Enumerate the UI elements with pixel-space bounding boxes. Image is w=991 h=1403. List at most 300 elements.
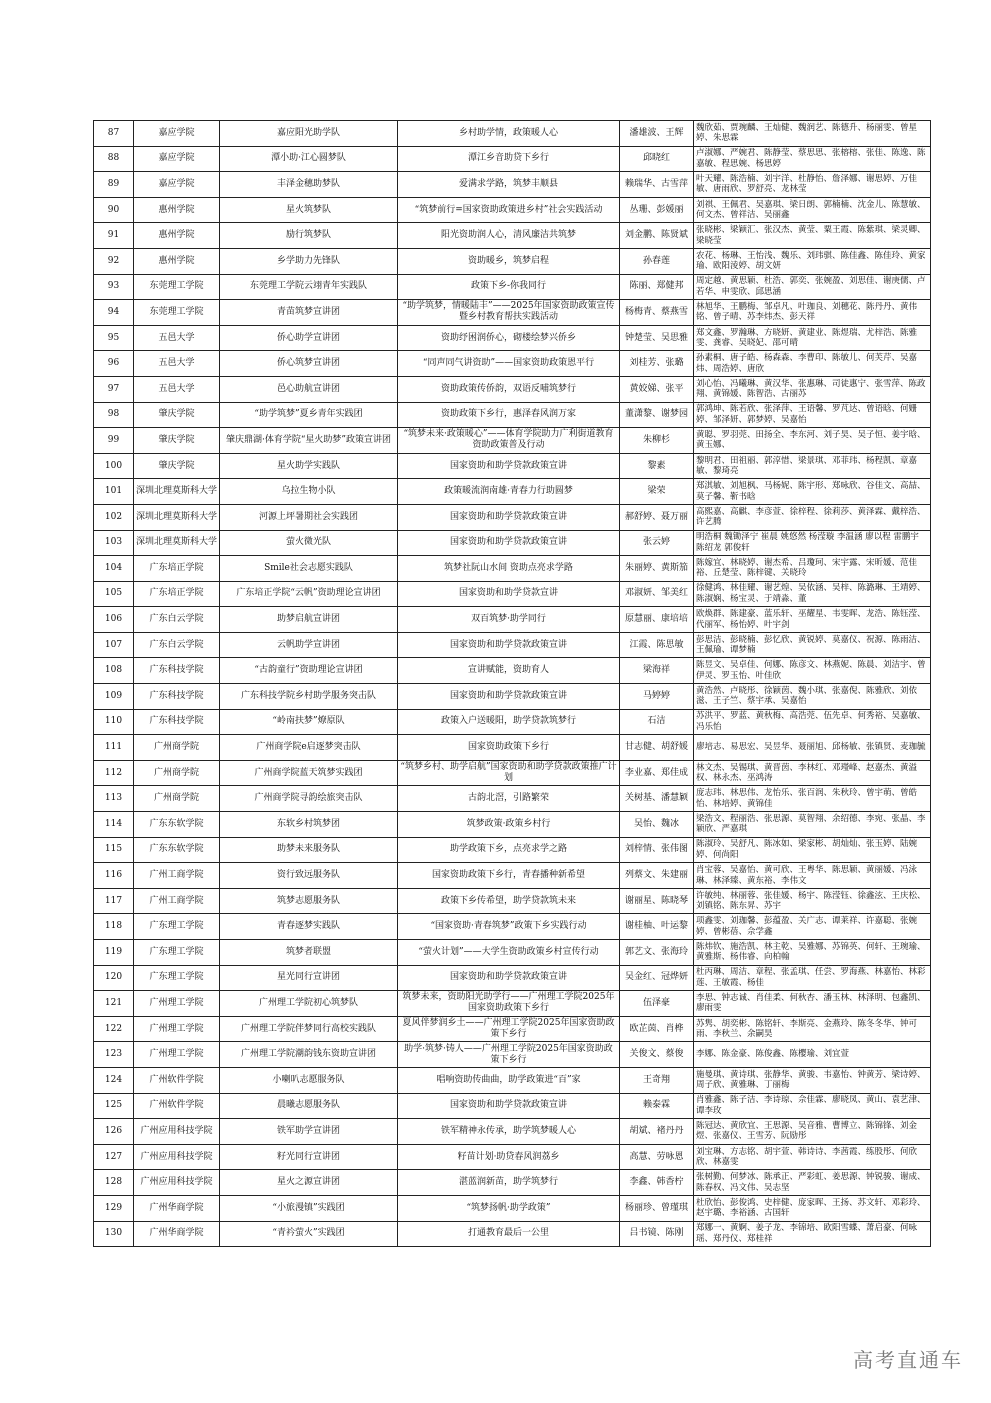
activity-topic-cell: 双百筑梦·助学同行 — [398, 607, 620, 633]
school-name-cell: 广州理工学院 — [134, 991, 220, 1017]
row-number-cell: 129 — [94, 1195, 134, 1221]
watermark-text: 高考直通车 — [853, 1348, 963, 1372]
activity-topic-cell: 湛蓝润新苗，助学筑梦行 — [398, 1170, 620, 1196]
row-number-cell: 125 — [94, 1093, 134, 1119]
table-row — [94, 581, 931, 607]
team-name-cell: 嘉应阳光助学队 — [220, 121, 398, 147]
team-name-cell: 乡学助力先锋队 — [220, 248, 398, 274]
advisor-names-cell: 刘金鹏、陈贤斌 — [620, 223, 694, 249]
school-name-cell: 广州工商学院 — [134, 888, 220, 914]
advisor-names-cell: 高慧、劳咏恩 — [620, 1144, 694, 1170]
activity-topic-cell: 宣讲赋能，资助育人 — [398, 658, 620, 684]
row-number-cell: 105 — [94, 581, 134, 607]
table-row — [94, 325, 931, 351]
table-row — [94, 1067, 931, 1093]
activity-topic-cell: 古韵北滘，引路繁荣 — [398, 786, 620, 812]
member-names-cell: 许敏纯、林丽蓉、张佳媛、杨宇、陈滢钰、徐鑫泫、王庆松、刘镇铭、陈东昇、苏宇 — [694, 888, 931, 914]
row-number-cell: 102 — [94, 504, 134, 530]
table-row — [94, 658, 931, 684]
school-name-cell: 广州华商学院 — [134, 1195, 220, 1221]
row-number-cell: 108 — [94, 658, 134, 684]
advisor-names-cell: 朱丽婷、黄斯笳 — [620, 556, 694, 582]
advisor-names-cell: 邓淑妍、邹美红 — [620, 581, 694, 607]
member-names-cell: 廖培志、易思宏、吴昱华、聂丽旭、邱杨敏、张镇贤、麦珈毓 — [694, 735, 931, 761]
member-names-cell: 郑娜一、黄婀、姜子龙、李锦培、欧阳雪蝶、萧启豪、何咏瑶、郑丹仪、郑桂祥 — [694, 1221, 931, 1247]
row-number-cell: 107 — [94, 632, 134, 658]
activity-topic-cell: 助学·筑梦·铸人——广州理工学院2025年国家资助政策下乡行 — [398, 1042, 620, 1068]
school-name-cell: 广东科技学院 — [134, 684, 220, 710]
team-name-cell: 广州理工学院初心筑梦队 — [220, 991, 398, 1017]
row-number-cell: 126 — [94, 1119, 134, 1145]
team-name-cell: Smile社会志愿实践队 — [220, 556, 398, 582]
member-names-cell: 卢淑娜、严婉君、陈静莹、蔡思思、张榕榕、张佳、陈逸、陈嘉敏、程思婉、杨思婷 — [694, 146, 931, 172]
activity-topic-cell: 资助政策下乡行，惠泽春风润万家 — [398, 402, 620, 428]
advisor-names-cell: 郝舒婷、聂万丽 — [620, 504, 694, 530]
advisor-names-cell: 陈丽、郑健邦 — [620, 274, 694, 300]
team-name-cell: 助梦启航宣讲团 — [220, 607, 398, 633]
table-row — [94, 1093, 931, 1119]
activity-topic-cell: “助学筑梦，情暖陆丰”——2025年国家资助政策宣传暨乡村教育帮扶实践活动 — [398, 300, 620, 326]
row-number-cell: 123 — [94, 1042, 134, 1068]
table-row — [94, 428, 931, 454]
member-names-cell: 李思、钟志诚、肖佳柔、何秋杏、潘玉林、林泽明、包鑫凯、廖雨雯 — [694, 991, 931, 1017]
activity-topic-cell: 爱满求学路，筑梦丰顺县 — [398, 172, 620, 198]
member-names-cell: 施曼琪、黄诗琪、张静华、黄骏、韦嘉怡、钟黄芳、梁诗婷、周子欣、黄雅琳、丁丽梅 — [694, 1067, 931, 1093]
team-name-cell: 小喇叭志愿服务队 — [220, 1067, 398, 1093]
activity-topic-cell: 唱响资助传曲曲，助学政策进“百”家 — [398, 1067, 620, 1093]
member-names-cell: 刘宝琳、方志铭、胡宇萱、韩诗诗、李茜霞、练股彤、何欣欣、林嘉雯 — [694, 1144, 931, 1170]
advisor-names-cell: 黎素 — [620, 453, 694, 479]
row-number-cell: 119 — [94, 940, 134, 966]
activity-topic-cell: “同声同气讲资助”——国家资助政策恩平行 — [398, 351, 620, 377]
table-row — [94, 940, 931, 966]
activity-topic-cell: 打通教育最后一公里 — [398, 1221, 620, 1247]
row-number-cell: 90 — [94, 197, 134, 223]
school-name-cell: 深圳北理莫斯科大学 — [134, 504, 220, 530]
activity-topic-cell: 国家资助和助学贷款政策宣讲 — [398, 965, 620, 991]
table-row — [94, 1016, 931, 1042]
school-name-cell: 广州理工学院 — [134, 1042, 220, 1068]
member-names-cell: 苏洪平、罗蓝、黄秋梅、高浩莞、伍先卓、何秀裕、吴嘉敏、冯乐怡 — [694, 709, 931, 735]
team-name-cell: 云帆助学宣讲团 — [220, 632, 398, 658]
activity-topic-cell: 筑梦政策·政策乡村行 — [398, 812, 620, 838]
team-name-cell: 筑梦者联盟 — [220, 940, 398, 966]
member-names-cell: 黄聪、罗羽莞、田扬全、李东河、刘子昊、吴子恒、姜宇晗、黄玉娜、 — [694, 428, 931, 454]
member-names-cell: 张树勤、何梦冰、陈承正、严彩虹、姜思源、钟锐骏、谢成、陈春权、冯文伟、吴志坚 — [694, 1170, 931, 1196]
row-number-cell: 109 — [94, 684, 134, 710]
school-name-cell: 广州应用科技学院 — [134, 1170, 220, 1196]
table-row — [94, 1221, 931, 1247]
member-names-cell: 孙素桐、唐子皓、杨森森、李曹印、陈敏儿、何芙芹、吴嘉炜、周浩婷、唐欣 — [694, 351, 931, 377]
table-row — [94, 351, 931, 377]
team-name-cell: 励行筑梦队 — [220, 223, 398, 249]
activity-topic-cell: 政策下乡-你我同行 — [398, 274, 620, 300]
member-names-cell: 杜欣怡、彭俊鸿、史梓健、庞家晖、王扬、苏文轩、邓彩玲、赵宇璐、李裕涵、古国轩 — [694, 1195, 931, 1221]
advisor-names-cell: 甘志健、胡舒媛 — [620, 735, 694, 761]
activity-topic-cell: 筑梦社阮山水间 资助点亮求学路 — [398, 556, 620, 582]
advisor-names-cell: 江霞、陈思敏 — [620, 632, 694, 658]
school-name-cell: 广州商学院 — [134, 735, 220, 761]
advisor-names-cell: 马婷婷 — [620, 684, 694, 710]
activity-topic-cell: 筑梦未来，资助阳光助学行——广州理工学院2025年国家资助政策下乡行 — [398, 991, 620, 1017]
advisor-names-cell: 王奇翔 — [620, 1067, 694, 1093]
row-number-cell: 91 — [94, 223, 134, 249]
table-row — [94, 376, 931, 402]
team-name-cell: 广州商学院蓝天筑梦实践团 — [220, 760, 398, 786]
advisor-names-cell: 吴怡、魏冰 — [620, 812, 694, 838]
row-number-cell: 118 — [94, 914, 134, 940]
activity-topic-cell: “国家资助·青春筑梦”政策下乡实践行动 — [398, 914, 620, 940]
team-name-cell: 广东培正学院“云帆”资助理论宣讲团 — [220, 581, 398, 607]
row-number-cell: 101 — [94, 479, 134, 505]
school-name-cell: 广州软件学院 — [134, 1093, 220, 1119]
row-number-cell: 117 — [94, 888, 134, 914]
school-name-cell: 广东东软学院 — [134, 812, 220, 838]
school-name-cell: 肇庆学院 — [134, 402, 220, 428]
team-name-cell: 乌拉生物小队 — [220, 479, 398, 505]
row-number-cell: 103 — [94, 530, 134, 556]
advisor-names-cell: 伍泽豪 — [620, 991, 694, 1017]
school-name-cell: 嘉应学院 — [134, 146, 220, 172]
table-row — [94, 274, 931, 300]
table-row — [94, 1042, 931, 1068]
activity-topic-cell: 国家资助和助学贷款政策宣讲 — [398, 684, 620, 710]
team-name-cell: 丰泽金穗助梦队 — [220, 172, 398, 198]
row-number-cell: 128 — [94, 1170, 134, 1196]
row-number-cell: 89 — [94, 172, 134, 198]
team-name-cell: “岭南扶梦”燎原队 — [220, 709, 398, 735]
table-row — [94, 965, 931, 991]
member-names-cell: 郑淇敏、刘旭枫、马杨妮、陈宇形、郑咏欣、谷佳文、高喆、莫子馨、靳书晗 — [694, 479, 931, 505]
table-row — [94, 248, 931, 274]
row-number-cell: 106 — [94, 607, 134, 633]
member-names-cell: 郑文鑫、罗瀚琳、方晓妍、黄建业、陈煜瑞、尤梓浩、陈雅雯、龚睿、吴晓妃、邵可晴 — [694, 325, 931, 351]
activity-topic-cell: “萤火计划”——大学生资助政策乡村宣传行动 — [398, 940, 620, 966]
table-row — [94, 684, 931, 710]
member-names-cell: 肖雅鑫、陈子洁、李诗琼、佘佳霖、廖晓凤、黄山、袁艺津、谭李玫 — [694, 1093, 931, 1119]
team-name-cell: 广州理工学院伴梦同行高校实践队 — [220, 1016, 398, 1042]
table-row — [94, 888, 931, 914]
table-row — [94, 812, 931, 838]
activity-topic-cell: 资助纾困润侨心，砌楼绘梦兴侨乡 — [398, 325, 620, 351]
table-row — [94, 453, 931, 479]
member-names-cell: 刘心怡、冯曦琳、黄汉华、张惠琳、司徒惠宁、张雪萍、陈政翔、黄锦媛、陈智浩、古丽苏 — [694, 376, 931, 402]
table-row — [94, 556, 931, 582]
team-name-cell: 邑心助航宣讲团 — [220, 376, 398, 402]
member-names-cell: 李娜、陈金豪、陈俊鑫、陈樱瑜、刘宜萱 — [694, 1042, 931, 1068]
school-name-cell: 肇庆学院 — [134, 428, 220, 454]
member-names-cell: 徐健鸿、林佳耀、谢艺煌、吴依涵、吴梓、陈潞琳、王靖婷、陈淑娴、杨宝灵、于靖淼、董 — [694, 581, 931, 607]
activity-topic-cell: 夏风伴梦润乡土——广州理工学院2025年国家资助政策下乡行 — [398, 1016, 620, 1042]
member-names-cell: 彭思洁、彭晓楠、彭忆欣、黄锐婷、莫嘉仪、祝源、陈雨洁、王佩瑜、谭梦楠 — [694, 632, 931, 658]
advisor-names-cell: 石洁 — [620, 709, 694, 735]
row-number-cell: 95 — [94, 325, 134, 351]
advisor-names-cell: 黄姣娣、张平 — [620, 376, 694, 402]
school-name-cell: 广州应用科技学院 — [134, 1119, 220, 1145]
school-name-cell: 广州理工学院 — [134, 1016, 220, 1042]
member-names-cell: 林旭华、王鹏梅、邹卓凡、叶珈良、刘穗花、陈丹丹、黄伟铭、曾子晴、苏李炜杰、彭天祥 — [694, 300, 931, 326]
activity-topic-cell: 潭江乡音助贷下乡行 — [398, 146, 620, 172]
school-name-cell: 广东培正学院 — [134, 556, 220, 582]
advisor-names-cell: 赖泰霖 — [620, 1093, 694, 1119]
member-names-cell: 魏欣茹、贾琬麟、王灿健、魏润艺、陈德升、杨丽雯、曾星婷、朱思霖 — [694, 121, 931, 147]
row-number-cell: 113 — [94, 786, 134, 812]
member-names-cell: 陈昱文、吴卓佳、何娜、陈彦文、林燕妮、陈晨、刘洁宇、曾伊灵、罗玉怡、叶佳欣 — [694, 658, 931, 684]
activity-topic-cell: 阳光资助润人心，清风廉洁共筑梦 — [398, 223, 620, 249]
team-name-cell: 星火筑梦队 — [220, 197, 398, 223]
table-row — [94, 1144, 931, 1170]
advisor-names-cell: 谢桂柚、叶运黎 — [620, 914, 694, 940]
table-row — [94, 735, 931, 761]
school-name-cell: 五邑大学 — [134, 325, 220, 351]
row-number-cell: 111 — [94, 735, 134, 761]
team-name-cell: 广东科技学院乡村助学服务突击队 — [220, 684, 398, 710]
member-names-cell: 叶天耀、陈浩楠、刘宇洋、杜静怡、詹泽娜、谢思婷、万佳敏、唐雨欣、罗舒亮、龙林莹 — [694, 172, 931, 198]
row-number-cell: 96 — [94, 351, 134, 377]
school-name-cell: 肇庆学院 — [134, 453, 220, 479]
advisor-names-cell: 关俊文、蔡俊 — [620, 1042, 694, 1068]
activity-topic-cell: 国家资助和助学贷款政策宣讲 — [398, 632, 620, 658]
table-row — [94, 1195, 931, 1221]
school-name-cell: 五邑大学 — [134, 351, 220, 377]
activity-topic-cell: 政策入户送暖阳，助学贷款筑梦行 — [398, 709, 620, 735]
school-name-cell: 惠州学院 — [134, 223, 220, 249]
advisor-names-cell: 张云婷 — [620, 530, 694, 556]
table-row — [94, 172, 931, 198]
advisor-names-cell: 郭艺文、张海玲 — [620, 940, 694, 966]
member-names-cell: 刘祺、王佩君、吴嘉琪、梁日朗、郭楠楠、沈金儿、陈慧敏、何文杰、曾祥洁、吴丽鑫 — [694, 197, 931, 223]
table-row — [94, 914, 931, 940]
member-names-cell: 黄浩然、卢晓彤、徐颖茵、魏小琪、张嘉倪、陈雅欣、刘依滋、王子竺、蔡宇承、吴嘉怡 — [694, 684, 931, 710]
row-number-cell: 112 — [94, 760, 134, 786]
team-name-cell: “小旅漫镇”实践团 — [220, 1195, 398, 1221]
advisor-names-cell: 欧芷茵、肖桦 — [620, 1016, 694, 1042]
member-names-cell: 明浩桐 魏锄泽宁 崔晨 姚悠然 杨滢璇 李温涵 廖以程 雷鹏宇 陈绍龙 郭俊轩 — [694, 530, 931, 556]
team-name-cell: “古韵童行”资助理论宣讲团 — [220, 658, 398, 684]
table-row — [94, 402, 931, 428]
school-name-cell: 广东理工学院 — [134, 940, 220, 966]
advisor-names-cell: 朱柳杉 — [620, 428, 694, 454]
advisor-names-cell: 刘梓情、张伟图 — [620, 837, 694, 863]
member-names-cell: 庞志玮、林思伟、龙怡乐、张百润、朱秋玲、曾宇萌、曾皓怡、林培婷、黄锦佳 — [694, 786, 931, 812]
member-names-cell: 陈淑玲、吴舒凡、陈冰如、梁家彬、胡灿灿、张玉婷、陆婉婷、何尚阳 — [694, 837, 931, 863]
row-number-cell: 110 — [94, 709, 134, 735]
advisor-names-cell: 丛珊、彭媛丽 — [620, 197, 694, 223]
school-name-cell: 广州工商学院 — [134, 863, 220, 889]
table-row — [94, 300, 931, 326]
advisor-names-cell: 钟楚莹、吴思雅 — [620, 325, 694, 351]
school-name-cell: 广东科技学院 — [134, 709, 220, 735]
table-row — [94, 197, 931, 223]
table-row — [94, 1170, 931, 1196]
advisor-names-cell: 刘桂芳、张璐 — [620, 351, 694, 377]
member-names-cell: 张晓彬、梁颖汇、张汉杰、黄莹、粟王霞、陈紫琪、梁灵卿、梁晓莹 — [694, 223, 931, 249]
team-name-cell: 侨心助学宣讲团 — [220, 325, 398, 351]
team-name-cell: 资行致远服务队 — [220, 863, 398, 889]
team-name-cell: 肇庆鼎湖·体育学院“星火助梦”政策宣讲团 — [220, 428, 398, 454]
table-row — [94, 863, 931, 889]
advisor-names-cell: 胡斌、褚丹丹 — [620, 1119, 694, 1145]
table-row — [94, 632, 931, 658]
team-name-cell: 青苗筑梦宣讲团 — [220, 300, 398, 326]
member-names-cell: 肖宝蓉、吴嘉怡、黄可欣、王粤华、陈思颖、黄丽媛、冯泳琳、林泽臻、黄东裕、李伟文 — [694, 863, 931, 889]
school-name-cell: 广州华商学院 — [134, 1221, 220, 1247]
member-names-cell: 杜丙琳、周洁、章程、张孟琪、任尝、罗海燕、林嘉怡、林彩莲、王敏霞、杨佳 — [694, 965, 931, 991]
advisor-names-cell: 李业嘉、郑佳成 — [620, 760, 694, 786]
table-row — [94, 530, 931, 556]
school-name-cell: 广东科技学院 — [134, 658, 220, 684]
advisor-names-cell: 赖瑞华、古雪萍 — [620, 172, 694, 198]
row-number-cell: 87 — [94, 121, 134, 147]
advisor-names-cell: 列蔡文、朱建丽 — [620, 863, 694, 889]
row-number-cell: 115 — [94, 837, 134, 863]
table-row — [94, 504, 931, 530]
member-names-cell: 陈冠达、黄欣宜、王思源、吴音雅、曹博立、陈锦锋、刘金煜、张嘉仪、王雪芳、阮励彤 — [694, 1119, 931, 1145]
advisor-names-cell: 李鑫、韩香柠 — [620, 1170, 694, 1196]
school-name-cell: 广东东软学院 — [134, 837, 220, 863]
school-name-cell: 广东理工学院 — [134, 914, 220, 940]
activity-topic-cell: 政策下乡传希望，助学贷款筑未来 — [398, 888, 620, 914]
school-name-cell: 广东理工学院 — [134, 965, 220, 991]
activity-topic-cell: 政策暖流润南雄·青春力行助圆梦 — [398, 479, 620, 505]
team-name-cell: 潭小助·江心圆梦队 — [220, 146, 398, 172]
row-number-cell: 97 — [94, 376, 134, 402]
activity-topic-cell: 助学政策下乡，点亮求学之路 — [398, 837, 620, 863]
table-row — [94, 709, 931, 735]
school-name-cell: 惠州学院 — [134, 197, 220, 223]
member-names-cell: 农花、杨琳、王怡浅、魏乐、刘玮骐、陈佳鑫、陈佳玲、黄家瑜、欧阳淩婷、胡文妍 — [694, 248, 931, 274]
member-names-cell: 陈嫁宜、林晓婷、谢杰希、吕瓊珂、宋宇露、宋昕媛、范佳裕、丘楚莹、陈梓键、关晓玲 — [694, 556, 931, 582]
activity-topic-cell: “筑梦前行=国家资助政策进乡村”社会实践活动 — [398, 197, 620, 223]
school-name-cell: 东莞理工学院 — [134, 300, 220, 326]
member-names-cell: 高熙嘉、高麒、李彦萱、徐梓程、徐莉莎、黄泽霖、戴梓浩、许艺腾 — [694, 504, 931, 530]
team-name-cell: 星光同行宣讲团 — [220, 965, 398, 991]
advisor-names-cell: 杨丽珍、曾瑾琪 — [620, 1195, 694, 1221]
school-name-cell: 东莞理工学院 — [134, 274, 220, 300]
advisor-names-cell: 董潇黎、谢梦园 — [620, 402, 694, 428]
member-names-cell: 周定越、黄思颖、杜浩、郭奕、张婉盈、刘思佳、谢庚儒、卢若华、申雯欣、邱思涵 — [694, 274, 931, 300]
advisor-names-cell: 吴金红、冠烨妍 — [620, 965, 694, 991]
activity-topic-cell: 国家资助和助学贷款政策宣讲 — [398, 453, 620, 479]
row-number-cell: 92 — [94, 248, 134, 274]
table-row — [94, 837, 931, 863]
row-number-cell: 94 — [94, 300, 134, 326]
team-name-cell: 筑梦志愿服务队 — [220, 888, 398, 914]
activity-topic-cell: 国家资助政策下乡行，青春播种新希望 — [398, 863, 620, 889]
school-name-cell: 广州商学院 — [134, 786, 220, 812]
school-name-cell: 嘉应学院 — [134, 121, 220, 147]
activity-topic-cell: 资助暖乡，筑梦启程 — [398, 248, 620, 274]
document-table-container — [93, 120, 930, 1247]
table-body — [94, 121, 931, 1247]
advisor-names-cell: 邱晓红 — [620, 146, 694, 172]
team-name-cell: 广州商学院e启逐梦突击队 — [220, 735, 398, 761]
school-name-cell: 广东培正学院 — [134, 581, 220, 607]
row-number-cell: 116 — [94, 863, 134, 889]
team-list-table — [93, 120, 931, 1247]
team-name-cell: 星火助学实践队 — [220, 453, 398, 479]
team-name-cell: 助梦未来服务队 — [220, 837, 398, 863]
school-name-cell: 惠州学院 — [134, 248, 220, 274]
table-row — [94, 991, 931, 1017]
member-names-cell: 陈炜钦、施浩凯、林主乾、吴雅娜、苏锦英、何轩、王琬瑜、黄雅斯、杨伟睿、向柏翰 — [694, 940, 931, 966]
advisor-names-cell: 梁海祥 — [620, 658, 694, 684]
team-name-cell: 萤火微光队 — [220, 530, 398, 556]
activity-topic-cell: 铁军精神永传承，助学筑梦暖人心 — [398, 1119, 620, 1145]
row-number-cell: 121 — [94, 991, 134, 1017]
school-name-cell: 五邑大学 — [134, 376, 220, 402]
row-number-cell: 114 — [94, 812, 134, 838]
table-row — [94, 760, 931, 786]
table-row — [94, 146, 931, 172]
member-names-cell: 黎明君、田祖丽、郭淳惜、梁景琪、邓菲玮、杨程凯、章嘉敏、黎琦亮 — [694, 453, 931, 479]
activity-topic-cell: 籽苗计划·助贷春风润荔乡 — [398, 1144, 620, 1170]
advisor-names-cell: 孙春莲 — [620, 248, 694, 274]
activity-topic-cell: “筑梦未来·政策暖心”——体育学院助力广利街道教育资助政策普及行动 — [398, 428, 620, 454]
activity-topic-cell: 乡村助学情，政策暖人心 — [398, 121, 620, 147]
team-name-cell: 东软乡村筑梦团 — [220, 812, 398, 838]
activity-topic-cell: 国家资助和助学贷款政策宣讲 — [398, 1093, 620, 1119]
table-row — [94, 121, 931, 147]
school-name-cell: 广东白云学院 — [134, 632, 220, 658]
member-names-cell: 欧焕群、陈建豪、蓝乐轩、巫耀星、韦雯晖、龙浩、陈钰滢、代丽军、杨怡婷、叶宇剑 — [694, 607, 931, 633]
row-number-cell: 130 — [94, 1221, 134, 1247]
team-name-cell: 河源上坪暑期社会实践团 — [220, 504, 398, 530]
table-row — [94, 479, 931, 505]
team-name-cell: 广州商学院寻韵绘旅突击队 — [220, 786, 398, 812]
advisor-names-cell: 关树基、潘慧颖 — [620, 786, 694, 812]
school-name-cell: 深圳北理莫斯科大学 — [134, 479, 220, 505]
advisor-names-cell: 潘雄波、王辉 — [620, 121, 694, 147]
row-number-cell: 122 — [94, 1016, 134, 1042]
advisor-names-cell: 杨梅青、蔡燕雪 — [620, 300, 694, 326]
table-row — [94, 223, 931, 249]
advisor-names-cell: 原慧丽、康培培 — [620, 607, 694, 633]
school-name-cell: 嘉应学院 — [134, 172, 220, 198]
school-name-cell: 广东白云学院 — [134, 607, 220, 633]
school-name-cell: 广州应用科技学院 — [134, 1144, 220, 1170]
member-names-cell: 郭鸿坤、陈若欣、张泽萍、王语馨、罗芃达、曾语晗、何姗婷、邹泽妍、郭梦婷、吴嘉怡 — [694, 402, 931, 428]
table-row — [94, 1119, 931, 1145]
school-name-cell: 广州商学院 — [134, 760, 220, 786]
row-number-cell: 98 — [94, 402, 134, 428]
row-number-cell: 99 — [94, 428, 134, 454]
table-row — [94, 786, 931, 812]
advisor-names-cell: 吕书镜、陈刚 — [620, 1221, 694, 1247]
row-number-cell: 93 — [94, 274, 134, 300]
team-name-cell: 籽光同行宣讲团 — [220, 1144, 398, 1170]
member-names-cell: 林文杰、吴锡琪、黄晋茵、李林红、邓㼆峰、赵嘉杰、黄溢权、林永杰、巫鸿涛 — [694, 760, 931, 786]
team-name-cell: 东莞理工学院云翊青年实践队 — [220, 274, 398, 300]
team-name-cell: “助学筑梦”夏乡青年实践团 — [220, 402, 398, 428]
member-names-cell: 梁浩文、程丽浩、张思源、莫智翔、余绍德、李宛、张晶、李颖欣、严嘉琪 — [694, 812, 931, 838]
activity-topic-cell: “筑梦乡村、助学启航”国家资助和助学贷款政策推广计划 — [398, 760, 620, 786]
school-name-cell: 广州软件学院 — [134, 1067, 220, 1093]
advisor-names-cell: 谢丽星、陈晓琴 — [620, 888, 694, 914]
row-number-cell: 124 — [94, 1067, 134, 1093]
activity-topic-cell: 资助政策传侨韵，双语反哺筑梦行 — [398, 376, 620, 402]
activity-topic-cell: 国家资助和助学贷款政策宣讲 — [398, 530, 620, 556]
table-row — [94, 607, 931, 633]
team-name-cell: 青春逐梦实践队 — [220, 914, 398, 940]
team-name-cell: 广州理工学院潮韵钱东资助宣讲团 — [220, 1042, 398, 1068]
advisor-names-cell: 梁荣 — [620, 479, 694, 505]
team-name-cell: 晨曦志愿服务队 — [220, 1093, 398, 1119]
school-name-cell: 深圳北理莫斯科大学 — [134, 530, 220, 556]
activity-topic-cell: 国家资助政策下乡行 — [398, 735, 620, 761]
activity-topic-cell: 国家资助和助学贷款宣讲 — [398, 581, 620, 607]
activity-topic-cell: 国家资助和助学贷款政策宣讲 — [398, 504, 620, 530]
